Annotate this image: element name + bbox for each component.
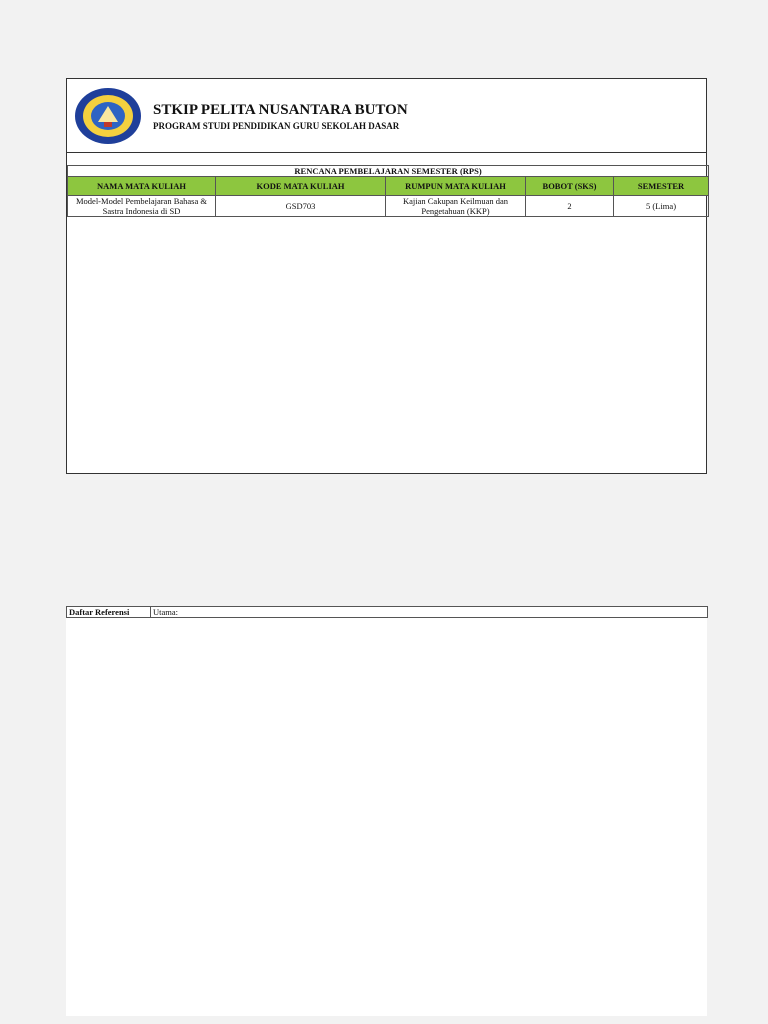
page-gap bbox=[0, 474, 768, 606]
course-info-row bbox=[68, 196, 709, 217]
references-label: Daftar Referensi bbox=[67, 607, 151, 618]
institution-logo-icon bbox=[73, 86, 143, 146]
cluster-header: RUMPUN MATA KULIAH bbox=[386, 177, 526, 196]
rps-table bbox=[67, 165, 709, 217]
references-main-label: Utama: bbox=[151, 607, 708, 618]
institution-name: STKIP PELITA NUSANTARA BUTON bbox=[153, 101, 408, 118]
document-title: RENCANA PEMBELAJARAN SEMESTER (RPS) bbox=[68, 166, 709, 177]
course-credits: 2 bbox=[526, 196, 614, 217]
course-name-header: NAMA MATA KULIAH bbox=[68, 177, 216, 196]
credits-header: BOBOT (SKS) bbox=[526, 177, 614, 196]
course-header-row bbox=[68, 177, 709, 196]
course-code-header: KODE MATA KULIAH bbox=[216, 177, 386, 196]
course-semester: 5 (Lima) bbox=[614, 196, 709, 217]
course-name: Model-Model Pembelajaran Bahasa & Sastra Indonesia di SD bbox=[68, 196, 216, 217]
course-cluster: Kajian Cakupan Keilmuan dan Pengetahuan (KKP) bbox=[386, 196, 526, 217]
semester-header: SEMESTER bbox=[614, 177, 709, 196]
document-page-1 bbox=[66, 78, 707, 474]
document-header bbox=[67, 79, 706, 153]
course-code: GSD703 bbox=[216, 196, 386, 217]
references-table bbox=[66, 606, 708, 618]
study-program: PROGRAM STUDI PENDIDIKAN GURU SEKOLAH DASAR bbox=[153, 120, 400, 131]
document-page-2 bbox=[66, 606, 707, 1016]
